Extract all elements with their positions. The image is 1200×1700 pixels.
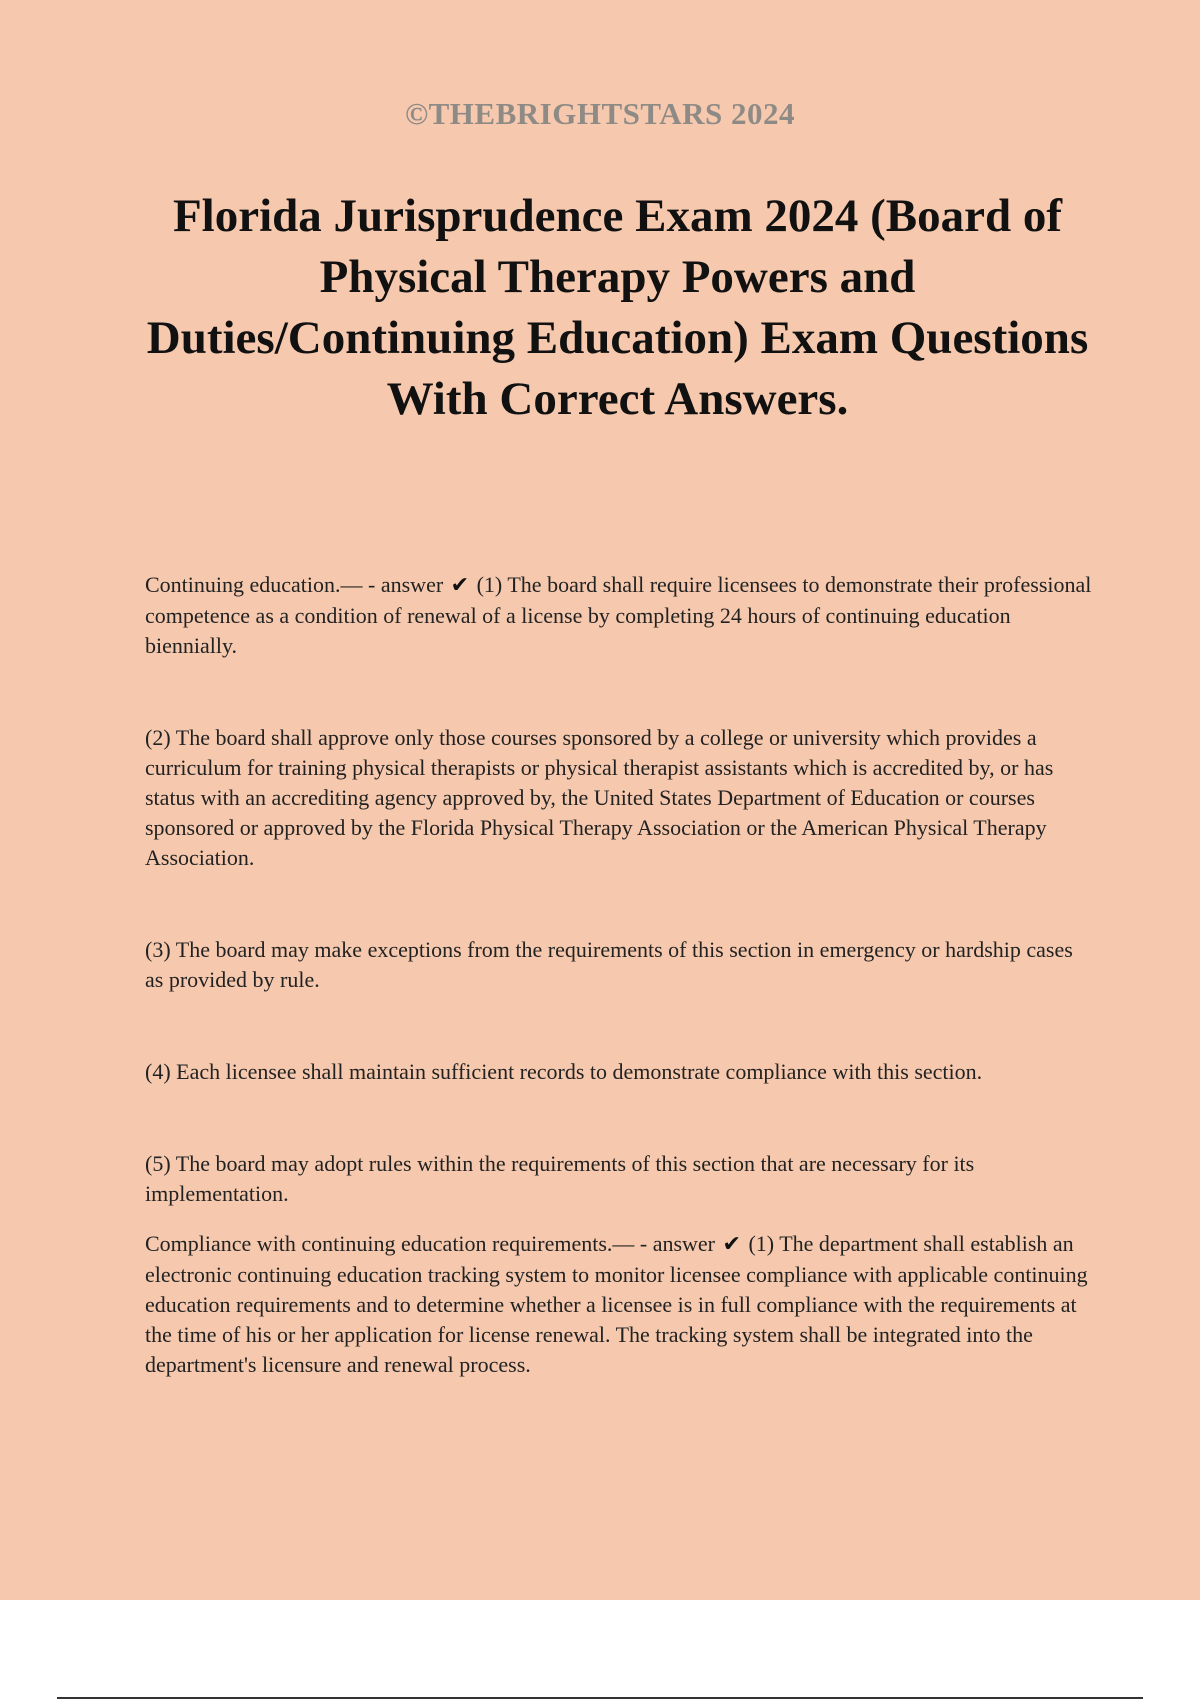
question-text: Compliance with continuing education requirements.— - answer [145,1231,716,1256]
answer-text: (1) The department shall establish an electronic continuing education tracking system to monitor licensee compliance with applicable continuing education requirements and to determine whether a licensee is in full compliance with the requirements at the time of his or her application for license renewal. The tracking system shall be integrated into the department's licensure and renewal process. [145,1231,1088,1377]
answer-paragraph: (3) The board may make exceptions from the requirements of this section in emergency or hardship cases as provided by rule. [145,937,1073,992]
document-body [145,570,1095,1380]
answer-paragraph: (4) Each licensee shall maintain sufficient records to demonstrate compliance with this section. [145,1059,983,1084]
answer-paragraph: (2) The board shall approve only those courses sponsored by a college or university which provides a curriculum for training physical therapists or physical therapist assistants which is accredited by, or has status with an accrediting agency approved by, the United States Department of Education or courses sponsored or approved by the Florida Physical Therapy Association or the American Physical Therapy Association. [145,725,1054,870]
qa-item [145,1229,1095,1380]
copyright-watermark: ©THEBRIGHTSTARS 2024 [404,96,796,131]
footer-divider [57,1697,1143,1699]
qa-item [145,570,1095,661]
checkmark-icon: ✔ [722,1232,741,1257]
answer-paragraph: (5) The board may adopt rules within the requirements of this section that are necessary for its implementation. [145,1151,975,1206]
answer-text: (1) The board shall require licensees to demonstrate their professional competence as a condition of renewal of a license by completing 24 hours of continuing education biennially. [145,572,1092,658]
checkmark-icon: ✔ [450,573,470,598]
document-title: Florida Jurisprudence Exam 2024 (Board of Physical Therapy Powers and Duties/Continuing Education) Exam Questions With Correct Answers. [146,190,1089,425]
question-text: Continuing education.— - answer [145,572,444,597]
